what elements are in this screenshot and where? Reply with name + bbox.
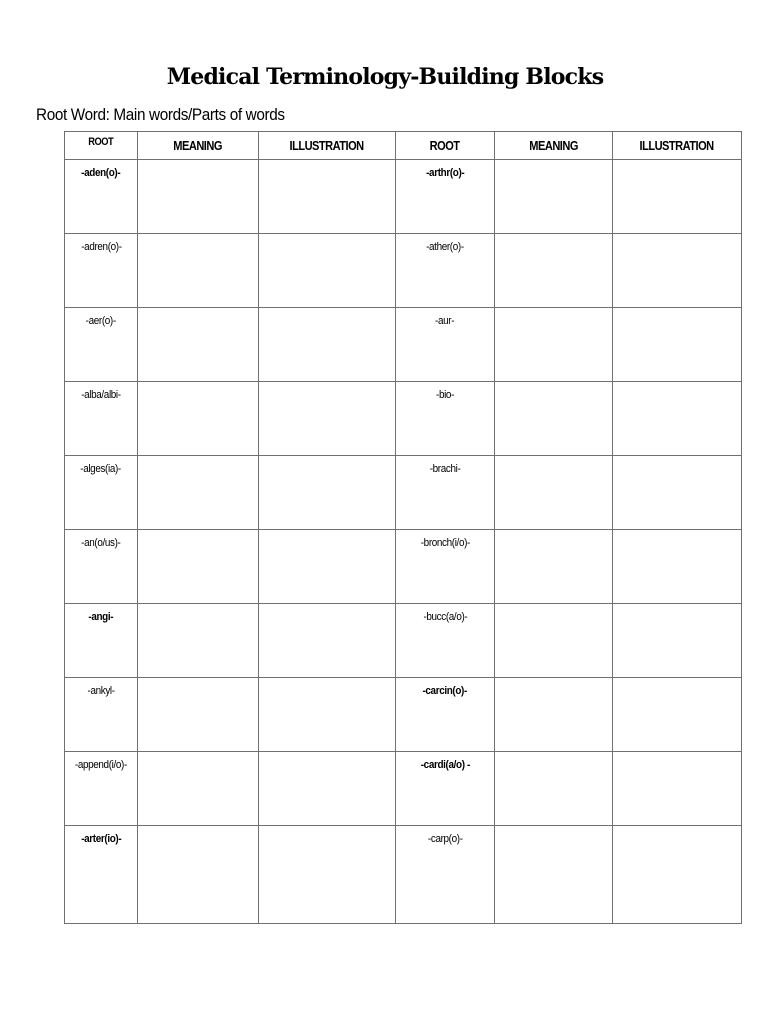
root-term: -aden(o)- (81, 167, 121, 179)
illustration-cell-right[interactable] (613, 308, 742, 382)
root-cell-right (396, 160, 495, 234)
meaning-cell-right[interactable] (495, 752, 613, 826)
root-term: -append(i/o)- (74, 759, 128, 771)
illustration-cell-right[interactable] (613, 678, 742, 752)
meaning-cell-right[interactable] (495, 530, 613, 604)
root-term: -brachi- (429, 463, 461, 475)
meaning-cell-right[interactable] (495, 234, 613, 308)
illustration-cell-right[interactable] (613, 826, 742, 924)
table-row (65, 530, 742, 604)
meaning-cell-right[interactable] (495, 826, 613, 924)
illustration-cell-left[interactable] (259, 160, 396, 234)
root-term: -bronch(i/o)- (420, 537, 470, 549)
table-row (65, 678, 742, 752)
meaning-cell-left[interactable] (138, 456, 259, 530)
root-cell-left (65, 826, 138, 924)
table-body (65, 160, 742, 924)
root-cell-left (65, 234, 138, 308)
meaning-cell-left[interactable] (138, 826, 259, 924)
illustration-cell-right[interactable] (613, 456, 742, 530)
meaning-cell-right[interactable] (495, 308, 613, 382)
illustration-cell-right[interactable] (613, 604, 742, 678)
root-word-table (64, 131, 742, 924)
root-term: -angi- (88, 611, 114, 623)
table-row (65, 160, 742, 234)
root-cell-right (396, 752, 495, 826)
illustration-cell-right[interactable] (613, 530, 742, 604)
header-illustration-left: ILLUSTRATION (259, 132, 396, 160)
table-row (65, 234, 742, 308)
root-term: -carcin(o)- (422, 685, 468, 697)
illustration-cell-right[interactable] (613, 160, 742, 234)
illustration-cell-left[interactable] (259, 308, 396, 382)
root-term: -alges(ia)- (80, 463, 122, 475)
illustration-cell-right[interactable] (613, 382, 742, 456)
illustration-cell-left[interactable] (259, 678, 396, 752)
root-term: -alba/albi- (81, 389, 121, 401)
root-cell-right (396, 826, 495, 924)
root-cell-left (65, 530, 138, 604)
page-title: Medical Terminology-Building Blocks (166, 64, 604, 90)
illustration-cell-right[interactable] (613, 752, 742, 826)
root-term: -aer(o)- (85, 315, 117, 327)
root-term: -carp(o)- (427, 833, 463, 845)
meaning-cell-left[interactable] (138, 382, 259, 456)
header-meaning-right: MEANING (495, 132, 613, 160)
header-illustration-right: ILLUSTRATION (613, 132, 742, 160)
meaning-cell-left[interactable] (138, 308, 259, 382)
root-term: -arthr(o)- (425, 167, 465, 179)
root-term: -cardi(a/o) - (420, 759, 470, 771)
table-row (65, 382, 742, 456)
header-root-left: ROOT (65, 132, 138, 160)
root-cell-right (396, 530, 495, 604)
root-cell-left (65, 382, 138, 456)
root-term: -aur- (435, 315, 455, 327)
meaning-cell-left[interactable] (138, 234, 259, 308)
root-term: -arter(io)- (80, 833, 122, 845)
meaning-cell-right[interactable] (495, 604, 613, 678)
header-root-right: ROOT (396, 132, 495, 160)
root-cell-right (396, 234, 495, 308)
root-cell-right (396, 604, 495, 678)
root-term: -ather(o)- (426, 241, 464, 253)
header-meaning-left: MEANING (138, 132, 259, 160)
root-cell-right (396, 382, 495, 456)
root-term: -bucc(a/o)- (423, 611, 467, 623)
meaning-cell-right[interactable] (495, 160, 613, 234)
root-cell-left (65, 752, 138, 826)
meaning-cell-left[interactable] (138, 530, 259, 604)
table-row (65, 752, 742, 826)
meaning-cell-right[interactable] (495, 382, 613, 456)
meaning-cell-left[interactable] (138, 160, 259, 234)
illustration-cell-left[interactable] (259, 456, 396, 530)
root-cell-left (65, 308, 138, 382)
illustration-cell-left[interactable] (259, 382, 396, 456)
illustration-cell-left[interactable] (259, 826, 396, 924)
root-cell-left (65, 604, 138, 678)
root-cell-right (396, 308, 495, 382)
root-cell-left (65, 678, 138, 752)
illustration-cell-left[interactable] (259, 530, 396, 604)
root-cell-right (396, 456, 495, 530)
table-row (65, 456, 742, 530)
illustration-cell-right[interactable] (613, 234, 742, 308)
root-term: -bio- (435, 389, 454, 401)
root-cell-left (65, 160, 138, 234)
table-header-row (65, 132, 742, 160)
root-term: -adren(o)- (80, 241, 122, 253)
root-term: -ankyl- (87, 685, 115, 697)
illustration-cell-left[interactable] (259, 234, 396, 308)
table-row (65, 604, 742, 678)
illustration-cell-left[interactable] (259, 752, 396, 826)
meaning-cell-left[interactable] (138, 752, 259, 826)
meaning-cell-right[interactable] (495, 678, 613, 752)
meaning-cell-left[interactable] (138, 678, 259, 752)
meaning-cell-right[interactable] (495, 456, 613, 530)
root-cell-left (65, 456, 138, 530)
root-term: -an(o/us)- (81, 537, 121, 549)
section-subtitle: Root Word: Main words/Parts of words (36, 105, 285, 124)
table-row (65, 308, 742, 382)
root-cell-right (396, 678, 495, 752)
meaning-cell-left[interactable] (138, 604, 259, 678)
illustration-cell-left[interactable] (259, 604, 396, 678)
table-row (65, 826, 742, 924)
